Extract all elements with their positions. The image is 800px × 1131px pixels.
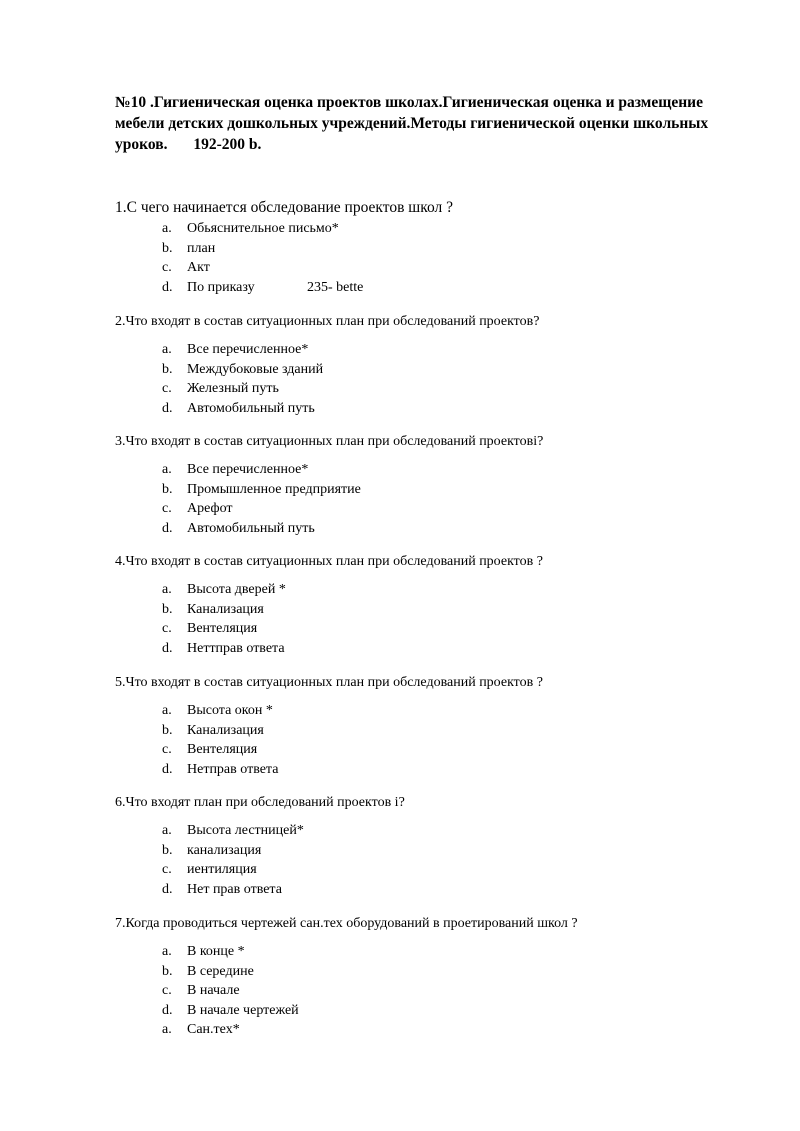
answer-text: Высота лестницей* [187, 823, 304, 838]
answer-text: Вентеляция [187, 621, 258, 637]
answer-text: Все перечисленное* [187, 342, 309, 357]
question-6 [115, 794, 755, 899]
answer-item [115, 942, 755, 962]
answer-list [115, 942, 755, 1040]
question-text: 4.Что входят в состав ситуационных план при обследований проектов ? [115, 554, 543, 569]
answer-letter: d. [162, 400, 173, 416]
answer-item [115, 639, 755, 659]
answer-text: Канализация [187, 722, 264, 738]
answer-item [115, 962, 755, 982]
answer-item [115, 600, 755, 620]
answer-text: Сан.тех* [187, 1022, 240, 1038]
answer-text: Канализация [187, 601, 264, 617]
answer-letter: a. [162, 342, 172, 357]
answer-letter: c. [162, 983, 172, 999]
answer-item [115, 619, 755, 639]
answer-text: Автомобильный путь [187, 400, 315, 416]
answer-letter: b. [162, 481, 173, 497]
answer-item [115, 1020, 755, 1040]
answer-text: В начале чертежей [187, 1002, 299, 1018]
answer-letter: d. [162, 1002, 173, 1018]
answer-letter: c. [162, 381, 172, 397]
answer-text: В конце * [187, 944, 245, 959]
answer-item [115, 360, 755, 380]
answer-letter: b. [162, 601, 173, 617]
question-2 [115, 313, 755, 418]
answer-letter: c. [162, 862, 172, 878]
question-text: 7.Когда проводиться чертежей сан.тех оборудований в проетирований школ ? [115, 916, 578, 931]
answer-text: По приказу [187, 279, 255, 295]
answer-text: Все перечисленное* [187, 462, 309, 477]
answer-letter: a. [162, 1022, 172, 1038]
answer-item [115, 239, 755, 259]
question-text: 3.Что входят в состав ситуационных план при обследований проектовi? [115, 434, 544, 449]
answer-letter: c. [162, 621, 172, 637]
question-text: 1.С чего начинается обследование проектов школ ? [115, 199, 453, 216]
answer-text: В середине [187, 963, 254, 979]
answer-text: Акт [187, 260, 210, 276]
question-4 [115, 553, 755, 658]
answer-letter: b. [162, 963, 173, 979]
answer-item [115, 399, 755, 419]
answer-text: Железный путь [187, 381, 279, 397]
answer-letter: b. [162, 240, 173, 256]
answer-text: Высота дверей * [187, 582, 286, 597]
answer-letter: d. [162, 881, 173, 897]
answer-item [115, 219, 755, 239]
answer-text: Нет прав ответа [187, 881, 282, 897]
answer-letter: a. [162, 582, 172, 597]
answer-list [115, 580, 755, 658]
answer-letter: a. [162, 462, 172, 477]
answer-item [115, 981, 755, 1001]
answer-item [115, 480, 755, 500]
question-1 [115, 199, 755, 297]
heading-pages: 192-200 b. [193, 136, 262, 153]
question-5 [115, 674, 755, 779]
question-text: 5.Что входят в состав ситуационных план при обследований проектов ? [115, 675, 543, 690]
answer-list [115, 460, 755, 538]
answer-letter: c. [162, 501, 172, 517]
answer-letter: d. [162, 640, 173, 656]
answer-item [115, 258, 755, 278]
answer-letter: a. [162, 703, 172, 718]
answer-text: план [187, 240, 216, 256]
answer-text: канализация [187, 842, 262, 858]
answer-text: Промышленное предприятие [187, 481, 361, 497]
answer-item [115, 278, 755, 298]
answer-text: В начале [187, 983, 240, 999]
answer-item [115, 519, 755, 539]
answer-list [115, 701, 755, 779]
answer-letter: b. [162, 842, 173, 858]
answer-letter: d. [162, 520, 173, 536]
answer-item [115, 460, 755, 480]
answer-letter: c. [162, 742, 172, 758]
answer-text: Междубоковые зданий [187, 361, 324, 377]
answer-item [115, 760, 755, 780]
answer-item [115, 379, 755, 399]
answer-item [115, 721, 755, 741]
answer-item [115, 740, 755, 760]
answer-letter: a. [162, 944, 172, 959]
answer-item [115, 499, 755, 519]
answer-list [115, 219, 755, 297]
answer-list [115, 340, 755, 418]
answer-text: Высота окон * [187, 703, 273, 718]
answer-text: Нетправ ответа [187, 761, 279, 777]
answer-item [115, 340, 755, 360]
question-3 [115, 433, 755, 538]
answer-item [115, 860, 755, 880]
answer-item [115, 880, 755, 900]
answer-letter: a. [162, 221, 172, 236]
answer-letter: b. [162, 722, 173, 738]
answer-text: иентиляция [187, 862, 257, 878]
answer-text: Неттправ ответа [187, 640, 285, 656]
question-text: 2.Что входят в состав ситуационных план при обследований проектов? [115, 314, 540, 329]
answer-note: 235- bette [307, 279, 364, 295]
question-7 [115, 915, 755, 1040]
answer-item [115, 580, 755, 600]
answer-letter: d. [162, 761, 173, 777]
answer-item [115, 701, 755, 721]
answer-item [115, 841, 755, 861]
answer-text: Вентеляция [187, 742, 258, 758]
question-text: 6.Что входят план при обследований проектов і? [115, 795, 405, 810]
answer-text: Автомобильный путь [187, 520, 315, 536]
answer-item [115, 1001, 755, 1021]
heading-title: №10 .Гигиеническая оценка проектов школах.Гигиеническая оценка и размещение мебели детских дошкольных учреждений.Методы гигиенической оценки школьных уроков. [115, 94, 709, 153]
answer-letter: c. [162, 260, 172, 276]
answer-text: Арефот [187, 501, 233, 517]
answer-letter: d. [162, 279, 173, 295]
document-heading [115, 92, 745, 155]
answer-item [115, 821, 755, 841]
answer-text: Обьяснительное письмо* [187, 221, 339, 236]
answer-letter: b. [162, 361, 173, 377]
answer-list [115, 821, 755, 899]
answer-letter: a. [162, 823, 172, 838]
